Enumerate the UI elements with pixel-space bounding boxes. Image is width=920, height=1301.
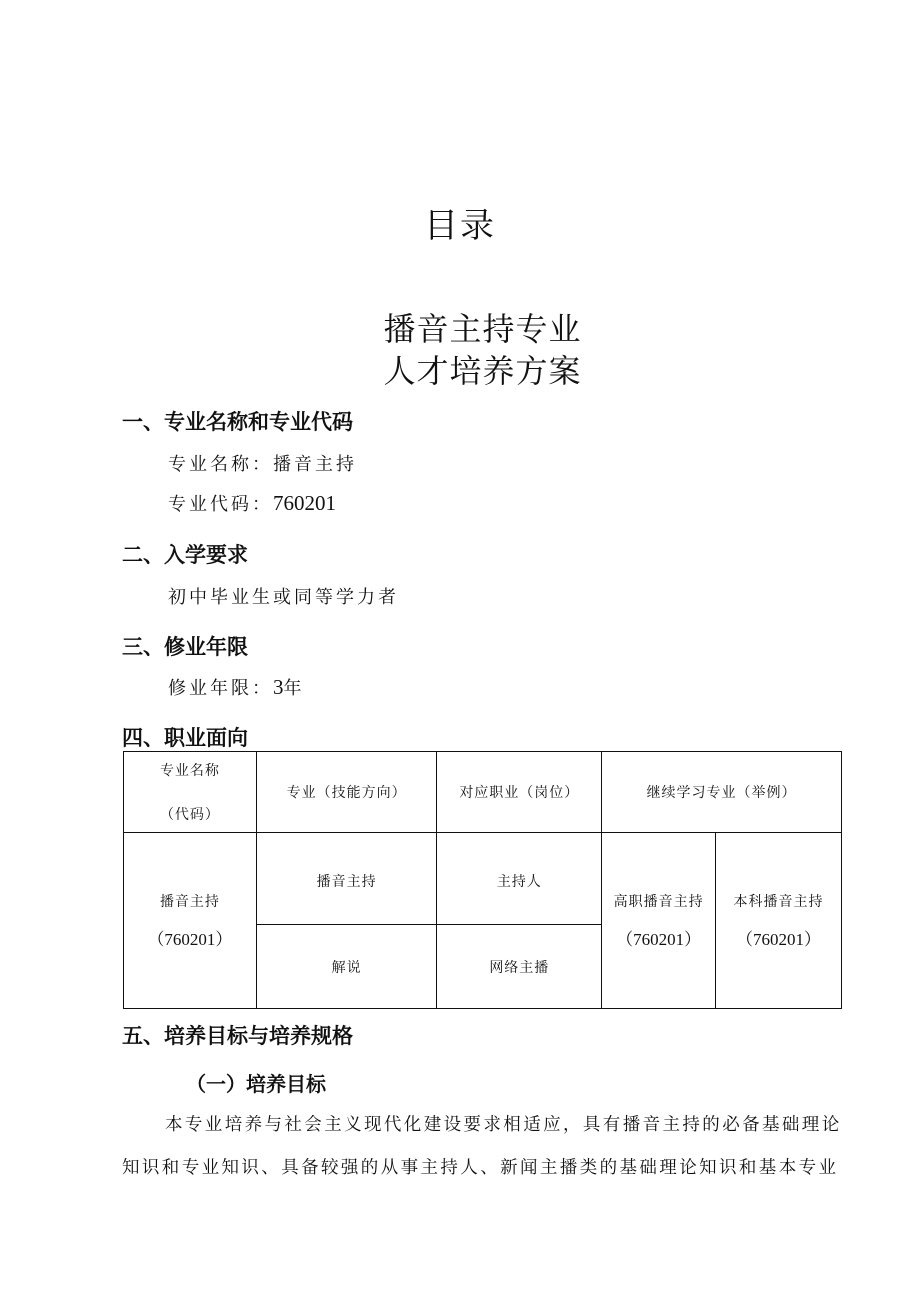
study-duration-line — [168, 674, 305, 700]
section-2-heading: 二、入学要求 — [122, 543, 248, 567]
major-code-line — [168, 490, 336, 516]
table-row — [124, 833, 842, 925]
major-code-value: 760201 — [273, 491, 336, 515]
section-3-heading: 三、修业年限 — [122, 635, 248, 659]
further-1-code: （760201） — [616, 930, 702, 949]
header-major-line1: 专业名称 — [159, 763, 220, 779]
major-name-label: 专业名称： — [168, 454, 273, 475]
table-header-row — [124, 752, 842, 833]
study-duration-unit: 年 — [283, 678, 305, 699]
toc-title: 目录 — [424, 206, 496, 246]
section-5-heading: 五、培养目标与培养规格 — [122, 1024, 353, 1048]
document-title-line2: 人才培养方案 — [383, 352, 582, 390]
study-duration-value: 3 — [273, 675, 284, 699]
section-4-heading: 四、职业面向 — [122, 726, 248, 750]
header-major-line2: （代码） — [159, 807, 220, 823]
cell-direction: 播音主持 — [256, 833, 437, 925]
major-name-value: 播音主持 — [273, 454, 357, 475]
major-code-label: 专业代码： — [168, 494, 273, 515]
header-major — [124, 752, 257, 833]
cell-major-name: 播音主持 — [159, 894, 220, 910]
cell-job: 网络主播 — [437, 925, 602, 1009]
major-name-line — [168, 450, 357, 476]
header-direction: 专业（技能方向） — [256, 752, 437, 833]
occupation-table — [123, 751, 842, 1009]
cell-direction: 解说 — [256, 925, 437, 1009]
further-1-name: 高职播音主持 — [613, 894, 704, 910]
section-1-heading: 一、专业名称和专业代码 — [122, 410, 353, 434]
header-job: 对应职业（岗位） — [437, 752, 602, 833]
admission-requirement: 初中毕业生或同等学力者 — [168, 587, 399, 608]
paragraph-line-2: 知识和专业知识、具备较强的从事主持人、新闻主播类的基础理论知识和基本专业 — [122, 1158, 839, 1178]
subsection-heading: （一）培养目标 — [186, 1072, 326, 1096]
document-title-line1: 播音主持专业 — [383, 310, 582, 348]
further-2-code: （760201） — [736, 930, 822, 949]
cell-major — [124, 833, 257, 1009]
cell-further-2 — [716, 833, 842, 1009]
study-duration-label: 修业年限： — [168, 678, 273, 699]
paragraph-line-1: 本专业培养与社会主义现代化建设要求相适应，具有播音主持的必备基础理论 — [165, 1115, 842, 1135]
cell-job: 主持人 — [437, 833, 602, 925]
header-further-study: 继续学习专业（举例） — [602, 752, 842, 833]
cell-further-1 — [602, 833, 716, 1009]
further-2-name: 本科播音主持 — [733, 894, 824, 910]
cell-major-code: （760201） — [147, 930, 233, 949]
